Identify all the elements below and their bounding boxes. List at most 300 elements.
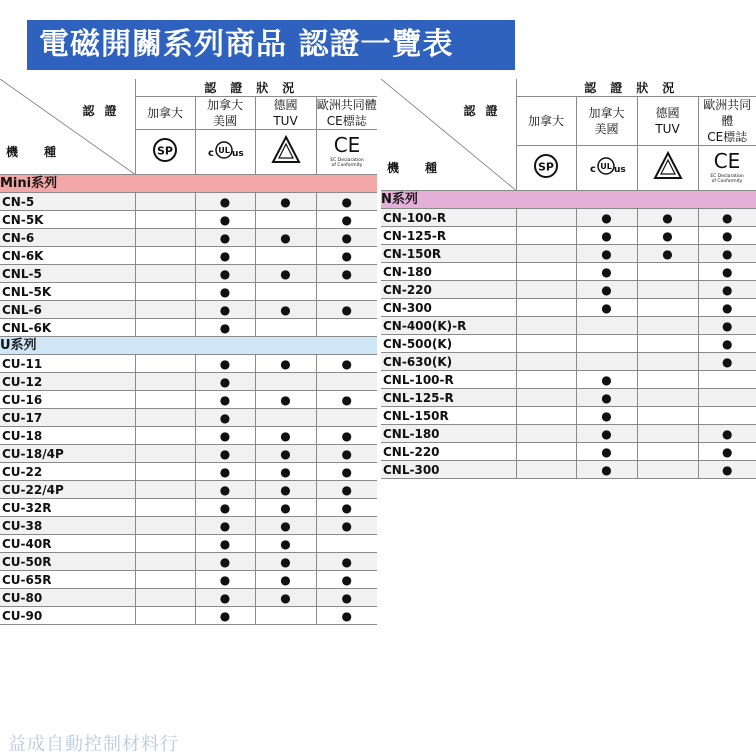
cert-mark-cell (698, 407, 756, 425)
table-row (0, 319, 377, 337)
model-name: CNL-180 (381, 425, 516, 443)
cert-mark-cell (316, 211, 377, 229)
cert-logo-cell (255, 130, 316, 175)
cert-mark-cell (135, 391, 195, 409)
cert-mark-cell (316, 445, 377, 463)
model-name: CU-32R (0, 499, 135, 517)
model-name: CN-300 (381, 299, 516, 317)
cert-name-line1: 德國 (655, 106, 680, 120)
certified-dot: ● (219, 410, 231, 425)
tuv-triangle-icon (645, 146, 691, 186)
model-name: CU-22/4P (0, 481, 135, 499)
cert-mark-cell (576, 443, 637, 461)
table-row (0, 247, 377, 265)
cert-mark-cell (698, 317, 756, 335)
table-row (381, 299, 756, 317)
cert-mark-cell (195, 553, 255, 571)
cert-mark-cell (135, 301, 195, 319)
cert-name-line2: 美國 (594, 122, 619, 136)
certified-dot: ● (341, 500, 352, 515)
cert-mark-cell (316, 265, 377, 283)
certified-dot: ● (601, 264, 612, 279)
series-band (135, 337, 377, 355)
cert-mark-cell (135, 589, 195, 607)
certified-dot: ● (722, 336, 733, 351)
cert-mark-cell (516, 407, 576, 425)
cert-mark-cell (316, 589, 377, 607)
certified-dot: ● (219, 356, 231, 371)
corner-label-model: 機種 (387, 161, 464, 175)
cert-mark-cell (637, 461, 698, 479)
table-row (381, 227, 756, 245)
certified-dot: ● (341, 248, 352, 263)
certified-dot: ● (341, 482, 352, 497)
model-name: CN-180 (381, 263, 516, 281)
cert-mark-cell (135, 373, 195, 391)
cert-mark-cell (316, 373, 377, 391)
cert-name-line1: 加拿大 (527, 114, 564, 128)
model-name: CN-100-R (381, 209, 516, 227)
series-band (135, 175, 377, 193)
certified-dot: ● (601, 426, 612, 441)
svg-text:c: c (208, 148, 214, 159)
cert-mark-cell (316, 229, 377, 247)
table-row (0, 301, 377, 319)
cert-mark-cell (255, 427, 316, 445)
cert-mark-cell (637, 335, 698, 353)
model-name: CU-65R (0, 571, 135, 589)
cert-logo-cell (135, 130, 195, 175)
model-name: CN-6 (0, 229, 135, 247)
model-name: CU-18 (0, 427, 135, 445)
svg-text:of Conformity: of Conformity (711, 179, 743, 184)
cert-mark-cell (135, 535, 195, 553)
table-row (0, 355, 377, 373)
table-row (0, 427, 377, 445)
cert-name-line2: CE標誌 (707, 130, 748, 144)
cert-mark-cell (516, 245, 576, 263)
cert-name-line2: CE標誌 (326, 114, 367, 128)
cert-name-cell (316, 97, 377, 130)
cul-us-logo-icon (584, 146, 630, 186)
cert-logo-cell (195, 130, 255, 175)
certified-dot: ● (219, 536, 231, 551)
cert-mark-cell (135, 283, 195, 301)
cert-mark-cell (576, 209, 637, 227)
table-row (381, 461, 756, 479)
table-row (0, 391, 377, 409)
certified-dot: ● (280, 464, 291, 479)
certification-status-header: 認證狀況 (516, 79, 756, 97)
cert-mark-cell (135, 247, 195, 265)
series-label: U系列 (0, 337, 135, 355)
certified-dot: ● (219, 248, 231, 263)
svg-text:SP: SP (538, 160, 554, 174)
model-name: CU-80 (0, 589, 135, 607)
certified-dot: ● (280, 572, 291, 587)
certified-dot: ● (341, 230, 352, 245)
certified-dot: ● (219, 302, 231, 317)
cert-name-cell (135, 97, 195, 130)
model-name: CNL-5 (0, 265, 135, 283)
table-row (0, 553, 377, 571)
svg-text:us: us (232, 149, 244, 159)
cert-mark-cell (698, 443, 756, 461)
cert-mark-cell (698, 263, 756, 281)
cert-mark-cell (316, 607, 377, 625)
cert-mark-cell (255, 247, 316, 265)
cert-mark-cell (255, 463, 316, 481)
cert-name-line1: 歐洲共同體 (703, 98, 752, 128)
svg-text:CE: CE (333, 133, 361, 157)
cert-mark-cell (195, 355, 255, 373)
certified-dot: ● (722, 318, 733, 333)
certified-dot: ● (219, 500, 231, 515)
cert-mark-cell (255, 499, 316, 517)
table-row (381, 245, 756, 263)
cert-mark-cell (255, 607, 316, 625)
table-row (0, 211, 377, 229)
tuv-triangle-icon (263, 130, 309, 170)
table-row (381, 371, 756, 389)
cert-mark-cell (316, 463, 377, 481)
certified-dot: ● (280, 266, 291, 281)
cert-mark-cell (576, 263, 637, 281)
certified-dot: ● (601, 228, 612, 243)
cert-mark-cell (255, 373, 316, 391)
cert-name-line1: 加拿大 (206, 98, 243, 112)
table-row (0, 283, 377, 301)
model-name: CU-40R (0, 535, 135, 553)
certified-dot: ● (722, 264, 733, 279)
ce-logo-icon (704, 146, 750, 186)
cert-mark-cell (637, 443, 698, 461)
model-name: CNL-220 (381, 443, 516, 461)
model-name: CNL-5K (0, 283, 135, 301)
cert-mark-cell (255, 481, 316, 499)
cert-mark-cell (637, 227, 698, 245)
certified-dot: ● (280, 482, 291, 497)
cert-logo-cell (637, 146, 698, 191)
svg-text:UL: UL (599, 162, 612, 171)
cert-mark-cell (255, 535, 316, 553)
svg-text:of Conformity: of Conformity (331, 163, 363, 168)
certified-dot: ● (280, 554, 291, 569)
certified-dot: ● (341, 194, 352, 209)
model-name: CN-220 (381, 281, 516, 299)
cert-name-line1: 加拿大 (146, 106, 183, 120)
model-name: CN-630(K) (381, 353, 516, 371)
cert-mark-cell (576, 389, 637, 407)
model-name: CNL-6 (0, 301, 135, 319)
table-row (0, 535, 377, 553)
table-row (381, 209, 756, 227)
cert-name-cell (255, 97, 316, 130)
model-name: CNL-300 (381, 461, 516, 479)
header-corner-cell (381, 79, 516, 191)
cert-mark-cell (255, 265, 316, 283)
table-row (0, 193, 377, 211)
cert-mark-cell (698, 245, 756, 263)
cert-mark-cell (135, 445, 195, 463)
page-title: 電磁開關系列商品 認證一覽表 (27, 20, 515, 70)
model-name: CN-5 (0, 193, 135, 211)
cert-mark-cell (135, 553, 195, 571)
cert-mark-cell (316, 535, 377, 553)
certified-dot: ● (219, 590, 231, 605)
cert-mark-cell (516, 443, 576, 461)
certified-dot: ● (722, 300, 733, 315)
cert-mark-cell (135, 319, 195, 337)
model-name: CNL-100-R (381, 371, 516, 389)
certified-dot: ● (219, 482, 231, 497)
corner-label-certification: 認證 (82, 104, 127, 118)
cert-mark-cell (576, 461, 637, 479)
cert-mark-cell (637, 263, 698, 281)
cert-name-cell (516, 97, 576, 146)
certified-dot: ● (219, 464, 231, 479)
cert-mark-cell (195, 517, 255, 535)
table-row (0, 265, 377, 283)
cert-name-cell (698, 97, 756, 146)
model-name: CU-18/4P (0, 445, 135, 463)
cert-mark-cell (516, 425, 576, 443)
svg-text:CE: CE (713, 149, 741, 173)
certified-dot: ● (280, 536, 291, 551)
series-group-row (0, 175, 377, 193)
model-name: CU-50R (0, 553, 135, 571)
certified-dot: ● (219, 428, 231, 443)
cert-mark-cell (576, 407, 637, 425)
cert-mark-cell (516, 281, 576, 299)
model-name: CU-90 (0, 607, 135, 625)
cert-mark-cell (195, 535, 255, 553)
cert-mark-cell (255, 283, 316, 301)
certified-dot: ● (601, 390, 612, 405)
cert-mark-cell (698, 371, 756, 389)
certified-dot: ● (662, 210, 673, 225)
cert-mark-cell (576, 281, 637, 299)
cert-mark-cell (698, 227, 756, 245)
series-group-row (0, 337, 377, 355)
cert-mark-cell (637, 209, 698, 227)
cert-name-line2: TUV (655, 122, 680, 136)
certified-dot: ● (341, 554, 352, 569)
certified-dot: ● (722, 444, 733, 459)
cert-mark-cell (316, 517, 377, 535)
certified-dot: ● (601, 444, 612, 459)
cert-mark-cell (195, 319, 255, 337)
cert-mark-cell (516, 389, 576, 407)
cert-mark-cell (195, 571, 255, 589)
cert-mark-cell (316, 571, 377, 589)
cert-mark-cell (135, 427, 195, 445)
cert-mark-cell (316, 193, 377, 211)
cert-mark-cell (255, 229, 316, 247)
cert-mark-cell (255, 445, 316, 463)
certified-dot: ● (341, 356, 352, 371)
table-row (0, 409, 377, 427)
series-group-row (381, 191, 756, 209)
svg-text:c: c (589, 164, 596, 175)
certified-dot: ● (341, 446, 352, 461)
certified-dot: ● (219, 230, 231, 245)
certified-dot: ● (219, 212, 231, 227)
table-row (381, 317, 756, 335)
cert-mark-cell (195, 499, 255, 517)
model-name: CNL-150R (381, 407, 516, 425)
cert-mark-cell (135, 463, 195, 481)
cert-mark-cell (195, 265, 255, 283)
certified-dot: ● (280, 518, 291, 533)
certified-dot: ● (722, 426, 733, 441)
certified-dot: ● (280, 230, 291, 245)
cert-mark-cell (195, 193, 255, 211)
series-band (516, 191, 756, 209)
cert-mark-cell (698, 209, 756, 227)
cul-us-logo-icon (202, 130, 248, 170)
table-row (0, 229, 377, 247)
cert-mark-cell (195, 211, 255, 229)
svg-text:EC Declaration: EC Declaration (330, 158, 364, 163)
cert-mark-cell (637, 425, 698, 443)
cert-mark-cell (255, 319, 316, 337)
cert-mark-cell (576, 353, 637, 371)
cert-name-cell (576, 97, 637, 146)
certified-dot: ● (280, 500, 291, 515)
model-name: CU-11 (0, 355, 135, 373)
cert-name-line2: TUV (273, 114, 298, 128)
cert-mark-cell (516, 317, 576, 335)
header-corner-cell (0, 79, 135, 175)
model-name: CN-6K (0, 247, 135, 265)
certified-dot: ● (219, 392, 231, 407)
cert-mark-cell (637, 371, 698, 389)
cert-mark-cell (135, 229, 195, 247)
table-row (381, 389, 756, 407)
certified-dot: ● (662, 228, 673, 243)
cert-mark-cell (576, 299, 637, 317)
cert-logo-cell (516, 146, 576, 191)
cert-mark-cell (698, 299, 756, 317)
cert-mark-cell (698, 281, 756, 299)
model-name: CU-22 (0, 463, 135, 481)
cert-mark-cell (698, 461, 756, 479)
cert-name-cell (637, 97, 698, 146)
certified-dot: ● (601, 408, 612, 423)
cert-mark-cell (135, 355, 195, 373)
cert-name-line2: 美國 (212, 114, 237, 128)
cert-mark-cell (255, 553, 316, 571)
cert-mark-cell (255, 193, 316, 211)
certified-dot: ● (722, 354, 733, 369)
certified-dot: ● (219, 266, 231, 281)
ce-logo-icon (324, 130, 370, 170)
certified-dot: ● (280, 356, 291, 371)
cert-mark-cell (316, 391, 377, 409)
table-row (0, 571, 377, 589)
cert-mark-cell (698, 389, 756, 407)
cert-mark-cell (316, 427, 377, 445)
cert-mark-cell (516, 227, 576, 245)
certified-dot: ● (219, 554, 231, 569)
certified-dot: ● (341, 266, 352, 281)
certified-dot: ● (601, 210, 612, 225)
certified-dot: ● (219, 572, 231, 587)
cert-mark-cell (255, 301, 316, 319)
table-row (0, 607, 377, 625)
store-watermark: 益成自動控制材料行 (8, 734, 179, 755)
cert-mark-cell (516, 299, 576, 317)
cert-mark-cell (698, 335, 756, 353)
certified-dot: ● (601, 372, 612, 387)
certified-dot: ● (280, 194, 291, 209)
svg-text:UL: UL (218, 146, 230, 155)
table-row (0, 589, 377, 607)
cert-mark-cell (135, 409, 195, 427)
cert-mark-cell (316, 409, 377, 427)
certified-dot: ● (722, 462, 733, 477)
certified-dot: ● (722, 282, 733, 297)
cert-mark-cell (637, 245, 698, 263)
cert-name-cell (195, 97, 255, 130)
svg-text:EC Declaration: EC Declaration (710, 174, 744, 179)
certified-dot: ● (280, 590, 291, 605)
cert-mark-cell (576, 335, 637, 353)
cert-mark-cell (316, 499, 377, 517)
table-row (381, 335, 756, 353)
csa-logo-icon (523, 146, 569, 186)
cert-logo-cell (698, 146, 756, 191)
cert-mark-cell (195, 301, 255, 319)
cert-mark-cell (255, 391, 316, 409)
certified-dot: ● (219, 194, 231, 209)
cert-mark-cell (195, 463, 255, 481)
cert-mark-cell (255, 589, 316, 607)
table-row (381, 281, 756, 299)
certified-dot: ● (722, 246, 733, 261)
table-row (0, 373, 377, 391)
model-name: CU-17 (0, 409, 135, 427)
cert-mark-cell (195, 427, 255, 445)
cert-mark-cell (195, 607, 255, 625)
cert-mark-cell (255, 409, 316, 427)
cert-mark-cell (195, 373, 255, 391)
certified-dot: ● (341, 212, 352, 227)
cert-mark-cell (316, 355, 377, 373)
cert-name-line1: 歐洲共同體 (316, 98, 377, 112)
table-row (381, 263, 756, 281)
series-label: N系列 (381, 191, 516, 209)
certified-dot: ● (722, 228, 733, 243)
certified-dot: ● (601, 462, 612, 477)
certified-dot: ● (280, 302, 291, 317)
cert-mark-cell (135, 193, 195, 211)
cert-mark-cell (195, 481, 255, 499)
cert-mark-cell (195, 409, 255, 427)
left-certification-table (0, 79, 377, 625)
cert-mark-cell (255, 355, 316, 373)
cert-mark-cell (195, 247, 255, 265)
certification-status-header: 認證狀況 (135, 79, 377, 97)
cert-name-line1: 加拿大 (588, 106, 625, 120)
series-label: Mini系列 (0, 175, 135, 193)
cert-mark-cell (316, 481, 377, 499)
table-row (0, 517, 377, 535)
table-row (0, 481, 377, 499)
model-name: CU-16 (0, 391, 135, 409)
cert-mark-cell (255, 517, 316, 535)
